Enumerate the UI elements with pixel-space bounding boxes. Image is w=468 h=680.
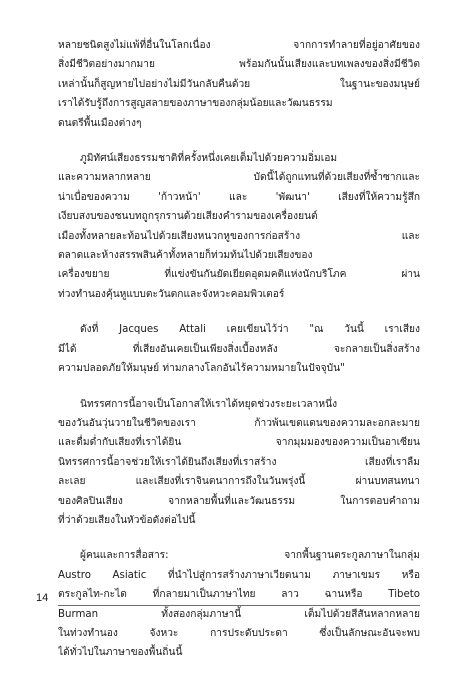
paragraph [58, 395, 420, 531]
text-line: เราได้รับรู้ถึงการสูญสลายของภาษาของกลุ่มน้อยและวัฒนธรรม [58, 98, 333, 110]
page-number: 14 [36, 592, 49, 604]
text-line: ตลาดและห้างสรรพสินค้าทั้งหลายก็ท่วมท้นไปด้วยเสียงของ [58, 250, 313, 262]
text-line: ที่ว่าด้วยเสียงในหัวข้อดังต่อไปนี้ [58, 514, 196, 526]
text-line: ละเลย และเสียงที่เราจินตนาการถึงในวันพรุ่งนี้ ผ่านบทสนทนา [58, 476, 420, 488]
paragraph [58, 320, 420, 378]
text-line: ดนตรีพื้นเมืองต่างๆ [58, 117, 142, 129]
footer-rule [58, 605, 420, 606]
text-line: หลายชนิดสูงไม่แพ้ที่อื่นในโลกเนื่อง จากการทำลายที่อยู่อาศัยของ [58, 40, 420, 51]
text-line: สิ่งมีชีวิตอย่างมากมาย พร้อมกันนั้นเสียงและบทเพลงของสิ่งมีชีวิต [58, 59, 420, 71]
text-line: ท่วงทำนองคุ้นหูแบบตะวันตกและจังหวะคอมพิวเตอร์ [58, 288, 285, 300]
text-line: ได้ทั่วไปในภาษาของพื้นถิ่นนี้ [58, 647, 183, 659]
text-line: มีได้ ที่เสียงอันเคยเป็นเพียงสิ่งเบื้องหลัง จะกลายเป็นสิ่งสร้าง [58, 343, 420, 355]
text-line: ของวันอันวุ่นวายในชีวิตของเรา ก้าวพ้นเขตแดนของความละอกละมาย [58, 417, 420, 429]
paragraph [58, 149, 420, 304]
text-line: ของศิลปินเสียง จากหลายพื้นที่และวัฒนธรรม ในการตอบคำถาม [58, 495, 420, 507]
body-text [58, 36, 420, 679]
text-line: นิทรรศการนี้อาจช่วยให้เราได้ยินถึงเสียงที่เราสร้าง เสียงที่เราลืม [58, 456, 420, 468]
text-line: เมืองทั้งหลายละท้อนไปด้วยเสียงหนวกหูของการก่อสร้าง และ [58, 230, 420, 242]
text-line: และดื่มด่ำกับเสียงที่เราได้ยิน จากมุมมองของความเป็นอาเซียน [58, 437, 420, 449]
text-line: และความหลากหลาย บัดนี้ได้ถูกแทนที่ด้วยเสียงที่ซ้ำซากและ [58, 172, 420, 184]
text-line: ในท่วงทำนอง จังหวะ การประดับประดา ซึ่งเป็นลักษณะอันจะพบ [58, 627, 420, 639]
text-line: เงียบสงบของชนบทถูกรุกรานด้วยเสียงคำรามของเครื่องยนต์ [58, 211, 318, 223]
text-line: เครื่องขยาย ที่แข่งขันกันยัดเยียดอุดมคติแห่งนักบริโภค ผ่าน [58, 269, 420, 281]
text-line: นิทรรศการนี้อาจเป็นโอกาสให้เราได้หยุดช่วงระยะเวลาหนึ่ง [80, 398, 338, 410]
text-line: ภูมิทัศน์เสียงธรรมชาติที่ครั้งหนึ่งเคยเต็มไปด้วยความอิ่มเอม [80, 153, 338, 165]
text-line: น่าเบื่อของความ 'ก้าวหน้า' และ 'พัฒนา' เสียงที่ให้ความรู้สึก [58, 191, 420, 203]
text-line: Burman ทั้งสองกลุ่มภาษานี้ เต็มไปด้วยสีสันหลากหลาย [58, 608, 420, 620]
text-line: Austro Asiatic ที่นำไปสู่การสร้างภาษาเวียดนาม ภาษาเขมร หรือ [58, 569, 420, 581]
text-line: ความปลอดภัยให้มนุษย์ ท่ามกลางโลกอันไร้ความหมายในปัจจุบัน" [58, 363, 345, 375]
text-line: ตระกูลไท-กะได ที่กลายมาเป็นภาษาไทย ลาว ฉานหรือ Tibeto [58, 589, 420, 601]
text-line: เหล่านั้นก็สูญหายไปอย่างไม่มีวันกลับคืนด้วย ในฐานะของมนุษย์ [58, 78, 420, 90]
text-line: ดังที่ Jacques Attali เคยเขียนไว้ว่า "ณ วันนี้ เราเสียง [80, 324, 420, 336]
paragraph [58, 36, 420, 133]
text-line: ผู้คนและการสื่อสาร: จากพื้นฐานตระกูลภาษาในกลุ่ม [80, 550, 420, 562]
